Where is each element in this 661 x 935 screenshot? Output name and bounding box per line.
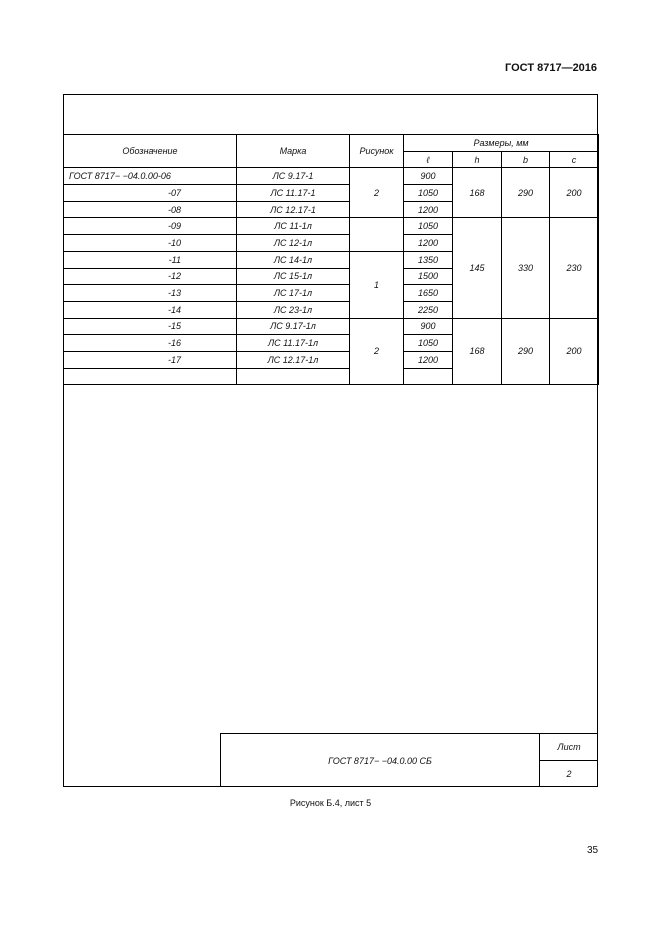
length-cell: 2250 bbox=[404, 301, 453, 318]
figure-cell: 2 bbox=[350, 318, 404, 385]
specification-table bbox=[63, 134, 599, 385]
width-cell: 290 bbox=[502, 168, 550, 218]
length-cell: 1650 bbox=[404, 285, 453, 302]
designation-cell: -07 bbox=[64, 185, 237, 202]
c-cell: 200 bbox=[550, 168, 599, 218]
designation-cell: -09 bbox=[64, 218, 237, 235]
column-header-figure: Рисунок bbox=[350, 135, 404, 168]
height-cell: 168 bbox=[453, 318, 502, 385]
designation-cell: -11 bbox=[64, 251, 237, 268]
c-cell: 200 bbox=[550, 318, 599, 385]
mark-cell: ЛС 11.17-1 bbox=[237, 185, 350, 202]
length-cell: 1200 bbox=[404, 235, 453, 252]
length-cell: 1350 bbox=[404, 251, 453, 268]
designation-cell: -17 bbox=[64, 351, 237, 368]
designation-cell: ГОСТ 8717− −04.0.00-06 bbox=[64, 168, 237, 185]
mark-cell: ЛС 15-1л bbox=[237, 268, 350, 285]
column-header-designation: Обозначение bbox=[64, 135, 237, 168]
table-row bbox=[64, 218, 599, 235]
mark-cell: ЛС 12.17-1 bbox=[237, 201, 350, 218]
length-cell: 900 bbox=[404, 168, 453, 185]
column-header-l: ℓ bbox=[404, 151, 453, 168]
height-cell: 168 bbox=[453, 168, 502, 218]
mark-cell: ЛС 17-1л bbox=[237, 285, 350, 302]
table-header-row bbox=[64, 135, 599, 152]
mark-cell: ЛС 12-1л bbox=[237, 235, 350, 252]
sheet-label: Лист bbox=[540, 734, 598, 761]
column-header-mark: Марка bbox=[237, 135, 350, 168]
figure-cell: 1 bbox=[350, 251, 404, 318]
designation-cell: -10 bbox=[64, 235, 237, 252]
width-cell: 330 bbox=[502, 218, 550, 318]
mark-cell: ЛС 23-1л bbox=[237, 301, 350, 318]
title-block bbox=[220, 733, 598, 787]
page-number: 35 bbox=[587, 845, 599, 856]
length-cell: 1500 bbox=[404, 268, 453, 285]
designation-cell: -13 bbox=[64, 285, 237, 302]
mark-cell: ЛС 11.17-1л bbox=[237, 335, 350, 352]
mark-cell: ЛС 11-1л bbox=[237, 218, 350, 235]
mark-cell bbox=[237, 368, 350, 385]
mark-cell: ЛС 12.17-1л bbox=[237, 351, 350, 368]
mark-cell: ЛС 9.17-1 bbox=[237, 168, 350, 185]
mark-cell: ЛС 14-1л bbox=[237, 251, 350, 268]
designation-cell: -08 bbox=[64, 201, 237, 218]
designation-cell: -15 bbox=[64, 318, 237, 335]
width-cell: 290 bbox=[502, 318, 550, 385]
table-row bbox=[64, 318, 599, 335]
length-cell: 900 bbox=[404, 318, 453, 335]
document-code: ГОСТ 8717− −04.0.00 СБ bbox=[221, 734, 540, 787]
table-row bbox=[64, 168, 599, 185]
figure-cell-empty bbox=[350, 218, 404, 251]
designation-cell: -16 bbox=[64, 335, 237, 352]
figure-caption: Рисунок Б.4, лист 5 bbox=[289, 798, 372, 808]
length-cell bbox=[404, 368, 453, 385]
length-cell: 1200 bbox=[404, 351, 453, 368]
sheet-number: 2 bbox=[566, 769, 572, 779]
length-cell: 1050 bbox=[404, 185, 453, 202]
designation-cell: -14 bbox=[64, 301, 237, 318]
height-cell: 145 bbox=[453, 218, 502, 318]
column-header-h: h bbox=[453, 151, 502, 168]
designation-cell: -12 bbox=[64, 268, 237, 285]
mark-cell: ЛС 9.17-1л bbox=[237, 318, 350, 335]
length-cell: 1050 bbox=[404, 218, 453, 235]
figure-cell: 2 bbox=[350, 168, 404, 218]
document-standard-header: ГОСТ 8717—2016 bbox=[505, 62, 598, 74]
length-cell: 1200 bbox=[404, 201, 453, 218]
designation-cell bbox=[64, 368, 237, 385]
column-header-c: c bbox=[550, 151, 599, 168]
length-cell: 1050 bbox=[404, 335, 453, 352]
column-header-b: b bbox=[502, 151, 550, 168]
c-cell: 230 bbox=[550, 218, 599, 318]
column-header-dimensions: Размеры, мм bbox=[404, 135, 599, 152]
